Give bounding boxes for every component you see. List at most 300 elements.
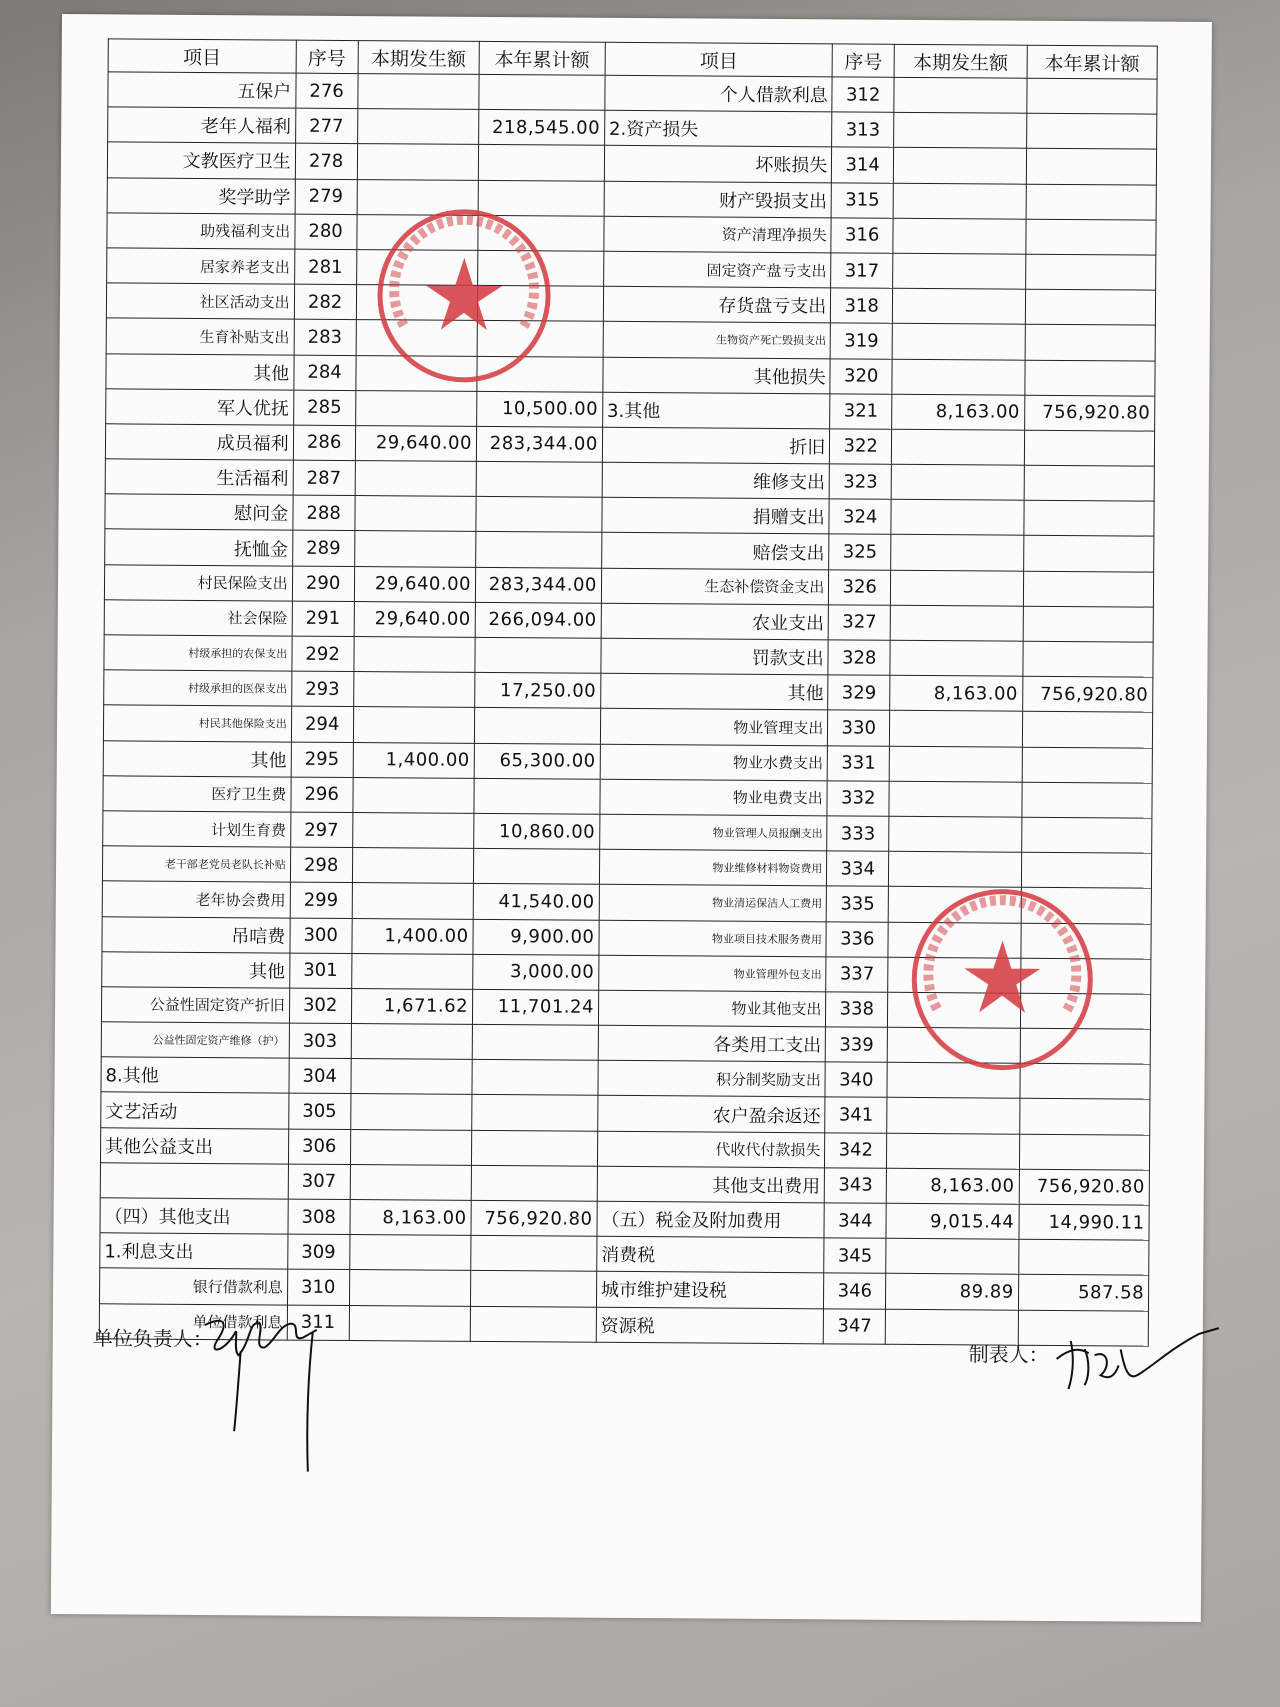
left-current-cell [355, 390, 477, 426]
left-current-cell [353, 672, 475, 708]
right-item-cell: 生物资产死亡毁损支出 [603, 322, 831, 359]
right-item-cell: 维修支出 [602, 462, 830, 499]
left-seq-cell: 300 [290, 918, 352, 954]
right-ytd-cell: 756,920.80 [1022, 676, 1153, 712]
right-ytd-cell [1025, 325, 1156, 361]
right-ytd-cell [1020, 1028, 1151, 1064]
right-seq-cell: 344 [824, 1203, 886, 1239]
left-item-cell: 老年人福利 [108, 107, 296, 143]
right-seq-cell: 346 [824, 1273, 886, 1309]
left-ytd-cell [470, 1271, 596, 1307]
left-ytd-cell: 9,900.00 [473, 919, 599, 955]
left-current-cell [349, 1270, 471, 1306]
right-ytd-cell [1024, 430, 1155, 466]
left-ytd-cell: 756,920.80 [471, 1200, 597, 1236]
left-ytd-cell [478, 250, 604, 286]
left-item-cell: 医疗卫生费 [103, 776, 291, 812]
left-ytd-cell [474, 778, 600, 814]
left-item-cell: 村民保险支出 [104, 564, 292, 600]
right-seq-cell: 329 [828, 675, 890, 711]
right-ytd-cell [1019, 1134, 1150, 1170]
right-seq-cell: 334 [827, 851, 889, 887]
left-item-cell: 吊唁费 [102, 916, 290, 952]
left-item-cell: 成员福利 [105, 424, 293, 460]
left-ytd-cell: 10,860.00 [474, 813, 600, 849]
right-item-cell: 物业清运保洁人工费用 [599, 885, 827, 922]
right-item-cell: 农户盈余返还 [598, 1096, 826, 1133]
right-ytd-cell [1021, 888, 1152, 924]
right-ytd-cell [1023, 641, 1154, 677]
left-seq-cell: 308 [288, 1199, 350, 1235]
right-item-cell: 固定资产盘亏支出 [603, 251, 831, 288]
header-left-item: 项目 [108, 39, 296, 73]
right-ytd-cell [1019, 1099, 1150, 1135]
right-current-cell [891, 500, 1024, 536]
left-seq-cell: 281 [294, 249, 356, 285]
left-ytd-cell [478, 145, 604, 181]
expense-ledger-table [99, 38, 1158, 1346]
left-seq-cell: 307 [288, 1164, 350, 1200]
right-item-cell: 其他支出费用 [597, 1166, 825, 1203]
left-current-cell [356, 214, 478, 250]
header-right-item: 项目 [605, 42, 833, 77]
left-current-cell [356, 249, 478, 285]
right-item-cell: 其他损失 [603, 357, 831, 394]
left-item-cell: 老干部老党员老队长补贴 [102, 846, 290, 882]
left-seq-cell: 277 [295, 108, 357, 144]
left-current-cell [350, 1094, 472, 1130]
left-item-cell: 公益性固定资产维修（护） [101, 1022, 289, 1058]
right-ytd-cell [1026, 113, 1157, 149]
right-current-cell [890, 640, 1023, 676]
right-current-cell [889, 781, 1022, 817]
left-seq-cell: 297 [290, 812, 352, 848]
left-current-cell [350, 1129, 472, 1165]
right-seq-cell: 343 [825, 1168, 887, 1204]
left-seq-cell: 293 [291, 671, 353, 707]
right-seq-cell: 326 [829, 569, 891, 605]
left-ytd-cell: 17,250.00 [475, 673, 601, 709]
left-ytd-cell [479, 74, 605, 110]
right-seq-cell: 321 [830, 394, 892, 430]
right-item-cell: 2.资产损失 [604, 110, 832, 147]
left-current-cell [352, 883, 474, 919]
right-seq-cell: 316 [831, 218, 893, 254]
right-current-cell [894, 112, 1027, 148]
left-item-cell: 文艺活动 [101, 1092, 289, 1128]
right-seq-cell: 320 [830, 358, 892, 394]
right-item-cell: 赔偿支出 [602, 533, 830, 570]
right-current-cell [893, 148, 1026, 184]
right-current-cell [892, 429, 1025, 465]
left-item-cell: 军人优抚 [106, 389, 294, 425]
left-seq-cell: 309 [287, 1234, 349, 1270]
header-left-seq: 序号 [296, 40, 358, 73]
right-seq-cell: 340 [825, 1062, 887, 1098]
right-item-cell: 个人借款利息 [605, 75, 833, 112]
left-item-cell: 1.利息支出 [100, 1233, 288, 1269]
right-seq-cell: 318 [831, 288, 893, 324]
right-item-cell: 积分制奖励支出 [598, 1061, 826, 1098]
right-current-cell [888, 887, 1021, 923]
right-seq-cell: 338 [826, 992, 888, 1028]
right-ytd-cell [1026, 184, 1157, 220]
right-current-cell [887, 1098, 1020, 1134]
left-item-cell: 慰问金 [105, 494, 293, 530]
right-seq-cell: 328 [828, 640, 890, 676]
left-item-cell: 其他 [103, 740, 291, 776]
left-seq-cell: 298 [290, 847, 352, 883]
header-left-ytd: 本年累计额 [479, 41, 605, 75]
left-ytd-cell [478, 215, 604, 251]
left-seq-cell: 292 [292, 636, 354, 672]
left-item-cell: 单位借款利息 [99, 1303, 287, 1339]
right-ytd-cell [1026, 78, 1157, 114]
header-right-current: 本期发生额 [894, 44, 1027, 78]
left-ytd-cell [472, 1095, 598, 1131]
right-current-cell: 8,163.00 [890, 675, 1023, 711]
ledger-sheet [51, 14, 1212, 1622]
left-seq-cell: 304 [289, 1058, 351, 1094]
left-ytd-cell [472, 1060, 598, 1096]
left-ytd-cell [477, 356, 603, 392]
right-seq-cell: 317 [831, 253, 893, 289]
right-ytd-cell [1025, 254, 1156, 290]
right-current-cell: 8,163.00 [886, 1168, 1019, 1204]
left-ytd-cell [472, 1024, 598, 1060]
left-current-cell [350, 1059, 472, 1095]
left-item-cell: 居家养老支出 [107, 248, 295, 284]
left-ytd-cell [471, 1165, 597, 1201]
right-seq-cell: 315 [831, 182, 893, 218]
left-item-cell: 助残福利支出 [107, 213, 295, 249]
left-item-cell: 计划生育费 [103, 811, 291, 847]
left-item-cell [100, 1163, 288, 1199]
left-item-cell: 8.其他 [101, 1057, 289, 1093]
left-current-cell [349, 1235, 471, 1271]
left-seq-cell: 291 [292, 601, 354, 637]
right-seq-cell: 313 [832, 112, 894, 148]
unit-head-signature [194, 1311, 335, 1472]
left-current-cell [357, 74, 479, 110]
right-item-cell: 物业维修材料物资费用 [599, 849, 827, 886]
left-seq-cell: 295 [291, 742, 353, 778]
right-current-cell [893, 253, 1026, 289]
right-ytd-cell [1020, 993, 1151, 1029]
left-current-cell [357, 179, 479, 215]
right-ytd-cell [1023, 606, 1154, 642]
left-current-cell [350, 1164, 472, 1200]
right-item-cell: 坏账损失 [604, 146, 832, 183]
right-seq-cell: 323 [829, 464, 891, 500]
right-ytd-cell [1018, 1239, 1149, 1275]
left-current-cell: 8,163.00 [350, 1200, 472, 1236]
left-ytd-cell: 266,094.00 [475, 602, 601, 638]
left-ytd-cell [478, 180, 604, 216]
left-ytd-cell: 283,344.00 [476, 426, 602, 462]
right-seq-cell: 342 [825, 1132, 887, 1168]
left-item-cell: 村级承担的农保支出 [104, 635, 292, 671]
left-current-cell [356, 285, 478, 321]
right-seq-cell: 330 [828, 710, 890, 746]
left-seq-cell: 279 [295, 179, 357, 215]
left-item-cell: 五保户 [108, 72, 296, 108]
left-item-cell: 生活福利 [105, 459, 293, 495]
left-seq-cell: 302 [289, 988, 351, 1024]
right-item-cell: 存货盘亏支出 [603, 286, 831, 323]
right-current-cell [890, 605, 1023, 641]
right-seq-cell: 312 [832, 77, 894, 113]
left-current-cell [355, 461, 477, 497]
right-ytd-cell [1022, 712, 1153, 748]
left-current-cell: 1,400.00 [353, 742, 475, 778]
right-current-cell [891, 464, 1024, 500]
left-ytd-cell [476, 497, 602, 533]
right-item-cell: 物业管理人员报酬支出 [600, 814, 828, 851]
right-seq-cell: 336 [826, 921, 888, 957]
right-item-cell: 物业项目技术服务费用 [599, 920, 827, 957]
right-seq-cell: 332 [827, 781, 889, 817]
right-current-cell [888, 992, 1021, 1028]
right-item-cell: 各类用工支出 [598, 1025, 826, 1062]
right-item-cell: 农业支出 [601, 603, 829, 640]
right-seq-cell: 335 [826, 886, 888, 922]
right-current-cell [889, 851, 1022, 887]
left-current-cell: 1,671.62 [351, 988, 473, 1024]
right-current-cell [894, 77, 1027, 113]
right-ytd-cell [1025, 219, 1156, 255]
left-item-cell: 村级承担的医保支出 [104, 670, 292, 706]
right-item-cell: 物业水费支出 [600, 744, 828, 781]
right-ytd-cell: 756,920.80 [1024, 395, 1155, 431]
left-item-cell: 其他公益支出 [100, 1127, 288, 1163]
right-seq-cell: 341 [825, 1097, 887, 1133]
right-current-cell [889, 816, 1022, 852]
left-ytd-cell: 3,000.00 [473, 954, 599, 990]
right-current-cell [889, 746, 1022, 782]
right-current-cell [892, 359, 1025, 395]
right-seq-cell: 345 [824, 1238, 886, 1274]
right-item-cell: 物业管理支出 [600, 709, 828, 746]
left-seq-cell: 286 [293, 425, 355, 461]
left-current-cell [352, 848, 474, 884]
left-seq-cell: 284 [294, 355, 356, 391]
left-seq-cell: 290 [292, 566, 354, 602]
right-current-cell [893, 218, 1026, 254]
right-ytd-cell [1020, 1063, 1151, 1099]
right-ytd-cell [1020, 958, 1151, 994]
left-current-cell [354, 496, 476, 532]
left-current-cell [355, 355, 477, 391]
left-seq-cell: 294 [291, 706, 353, 742]
left-ytd-cell [471, 1236, 597, 1272]
right-item-cell: 折旧 [602, 427, 830, 464]
left-current-cell [351, 953, 473, 989]
left-item-cell: 其他 [106, 353, 294, 389]
left-seq-cell: 296 [291, 777, 353, 813]
unit-head-label: 单位负责人： [92, 1326, 213, 1352]
right-item-cell: 捐赠支出 [602, 498, 830, 535]
left-current-cell: 29,640.00 [354, 566, 476, 602]
right-seq-cell: 333 [827, 816, 889, 852]
left-item-cell: 抚恤金 [105, 529, 293, 565]
right-current-cell: 8,163.00 [892, 394, 1025, 430]
right-ytd-cell [1025, 289, 1156, 325]
left-seq-cell: 288 [293, 495, 355, 531]
left-ytd-cell [476, 532, 602, 568]
right-current-cell [888, 922, 1021, 958]
right-item-cell: 城市维护建设税 [596, 1272, 824, 1309]
left-ytd-cell: 218,545.00 [479, 110, 605, 146]
right-seq-cell: 331 [827, 745, 889, 781]
right-seq-cell: 319 [830, 323, 892, 359]
right-current-cell: 9,015.44 [886, 1203, 1019, 1239]
right-seq-cell: 339 [826, 1027, 888, 1063]
left-item-cell: 文教医疗卫生 [107, 142, 295, 178]
left-current-cell: 29,640.00 [355, 425, 477, 461]
right-seq-cell: 337 [826, 957, 888, 993]
left-item-cell: 生育补贴支出 [106, 318, 294, 354]
left-current-cell [356, 320, 478, 356]
left-ytd-cell [473, 849, 599, 885]
right-ytd-cell [1023, 571, 1154, 607]
right-seq-cell: 347 [824, 1308, 886, 1344]
right-current-cell [892, 288, 1025, 324]
left-seq-cell: 299 [290, 882, 352, 918]
left-current-cell [353, 707, 475, 743]
left-seq-cell: 303 [289, 1023, 351, 1059]
header-right-seq: 序号 [832, 44, 894, 77]
right-item-cell: 消费税 [597, 1236, 825, 1273]
right-ytd-cell [1021, 923, 1152, 959]
preparer-label: 制表人： [968, 1342, 1049, 1367]
table-body [99, 72, 1157, 1346]
left-item-cell: 其他 [102, 951, 290, 987]
left-ytd-cell [477, 286, 603, 322]
left-seq-cell: 301 [289, 953, 351, 989]
preparer-signature [1048, 1319, 1229, 1400]
header-left-current: 本期发生额 [358, 41, 480, 75]
right-item-cell: 物业电费支出 [600, 779, 828, 816]
right-item-cell: 物业其他支出 [598, 990, 826, 1027]
right-ytd-cell [1025, 360, 1156, 396]
left-ytd-cell: 11,701.24 [472, 989, 598, 1025]
left-ytd-cell [471, 1130, 597, 1166]
left-current-cell [353, 637, 475, 673]
left-seq-cell: 305 [288, 1094, 350, 1130]
right-current-cell [892, 324, 1025, 360]
left-ytd-cell [477, 321, 603, 357]
left-item-cell: （四）其他支出 [100, 1198, 288, 1234]
right-ytd-cell [1024, 500, 1155, 536]
left-ytd-cell: 283,344.00 [475, 567, 601, 603]
right-item-cell: 资产清理净损失 [604, 216, 832, 253]
right-ytd-cell [1022, 747, 1153, 783]
left-item-cell: 银行借款利息 [99, 1268, 287, 1304]
right-current-cell [887, 1133, 1020, 1169]
right-current-cell [887, 1027, 1020, 1063]
right-seq-cell: 322 [830, 429, 892, 465]
left-current-cell [357, 109, 479, 145]
left-seq-cell: 278 [295, 144, 357, 180]
right-seq-cell: 327 [828, 605, 890, 641]
left-seq-cell: 280 [295, 214, 357, 250]
left-current-cell [352, 777, 474, 813]
right-current-cell [886, 1238, 1019, 1274]
right-item-cell: 生态补偿资金支出 [601, 568, 829, 605]
left-ytd-cell [475, 637, 601, 673]
right-ytd-cell [1024, 465, 1155, 501]
right-item-cell: 其他 [601, 673, 829, 710]
left-current-cell [357, 144, 479, 180]
right-ytd-cell [1026, 149, 1157, 185]
right-item-cell: 财产毁损支出 [604, 181, 832, 218]
left-ytd-cell: 65,300.00 [474, 743, 600, 779]
right-ytd-cell: 756,920.80 [1019, 1169, 1150, 1205]
left-seq-cell: 282 [294, 284, 356, 320]
right-current-cell: 89.89 [886, 1274, 1019, 1310]
right-item-cell: 物业管理外包支出 [599, 955, 827, 992]
left-ytd-cell [474, 708, 600, 744]
left-current-cell: 1,400.00 [351, 918, 473, 954]
left-current-cell [354, 531, 476, 567]
right-item-cell: 资源税 [596, 1307, 824, 1344]
left-seq-cell: 311 [287, 1305, 349, 1341]
left-current-cell [351, 1024, 473, 1060]
right-ytd-cell [1021, 817, 1152, 853]
right-ytd-cell [1021, 852, 1152, 888]
left-item-cell: 社区活动支出 [106, 283, 294, 319]
left-item-cell: 奖学助学 [107, 177, 295, 213]
right-item-cell: 3.其他 [602, 392, 830, 429]
sheet-content [92, 38, 1158, 1367]
right-seq-cell: 314 [832, 147, 894, 183]
left-item-cell: 社会保险 [104, 600, 292, 636]
left-seq-cell: 287 [293, 460, 355, 496]
left-ytd-cell: 41,540.00 [473, 884, 599, 920]
right-current-cell [888, 957, 1021, 993]
left-seq-cell: 276 [296, 73, 358, 109]
right-current-cell [890, 711, 1023, 747]
right-ytd-cell [1022, 782, 1153, 818]
right-item-cell: 代收代付款损失 [597, 1131, 825, 1168]
left-ytd-cell [476, 461, 602, 497]
left-seq-cell: 283 [294, 319, 356, 355]
right-seq-cell: 324 [829, 499, 891, 535]
right-ytd-cell: 14,990.11 [1019, 1204, 1150, 1240]
right-item-cell: 罚款支出 [601, 638, 829, 675]
left-item-cell: 老年协会费用 [102, 881, 290, 917]
right-current-cell [891, 535, 1024, 571]
right-current-cell [887, 1063, 1020, 1099]
left-current-cell: 29,640.00 [354, 601, 476, 637]
right-ytd-cell [1023, 536, 1154, 572]
header-right-ytd: 本年累计额 [1027, 45, 1158, 79]
left-ytd-cell: 10,500.00 [477, 391, 603, 427]
left-seq-cell: 310 [287, 1269, 349, 1305]
right-seq-cell: 325 [829, 534, 891, 570]
left-item-cell: 村民其他保险支出 [103, 705, 291, 741]
left-item-cell: 公益性固定资产折旧 [101, 987, 289, 1023]
right-item-cell: （五）税金及附加费用 [597, 1201, 825, 1238]
left-seq-cell: 306 [288, 1129, 350, 1165]
right-current-cell [893, 183, 1026, 219]
left-current-cell [352, 812, 474, 848]
right-ytd-cell: 587.58 [1018, 1275, 1149, 1311]
right-current-cell [891, 570, 1024, 606]
left-seq-cell: 285 [293, 390, 355, 426]
left-seq-cell: 289 [292, 531, 354, 567]
